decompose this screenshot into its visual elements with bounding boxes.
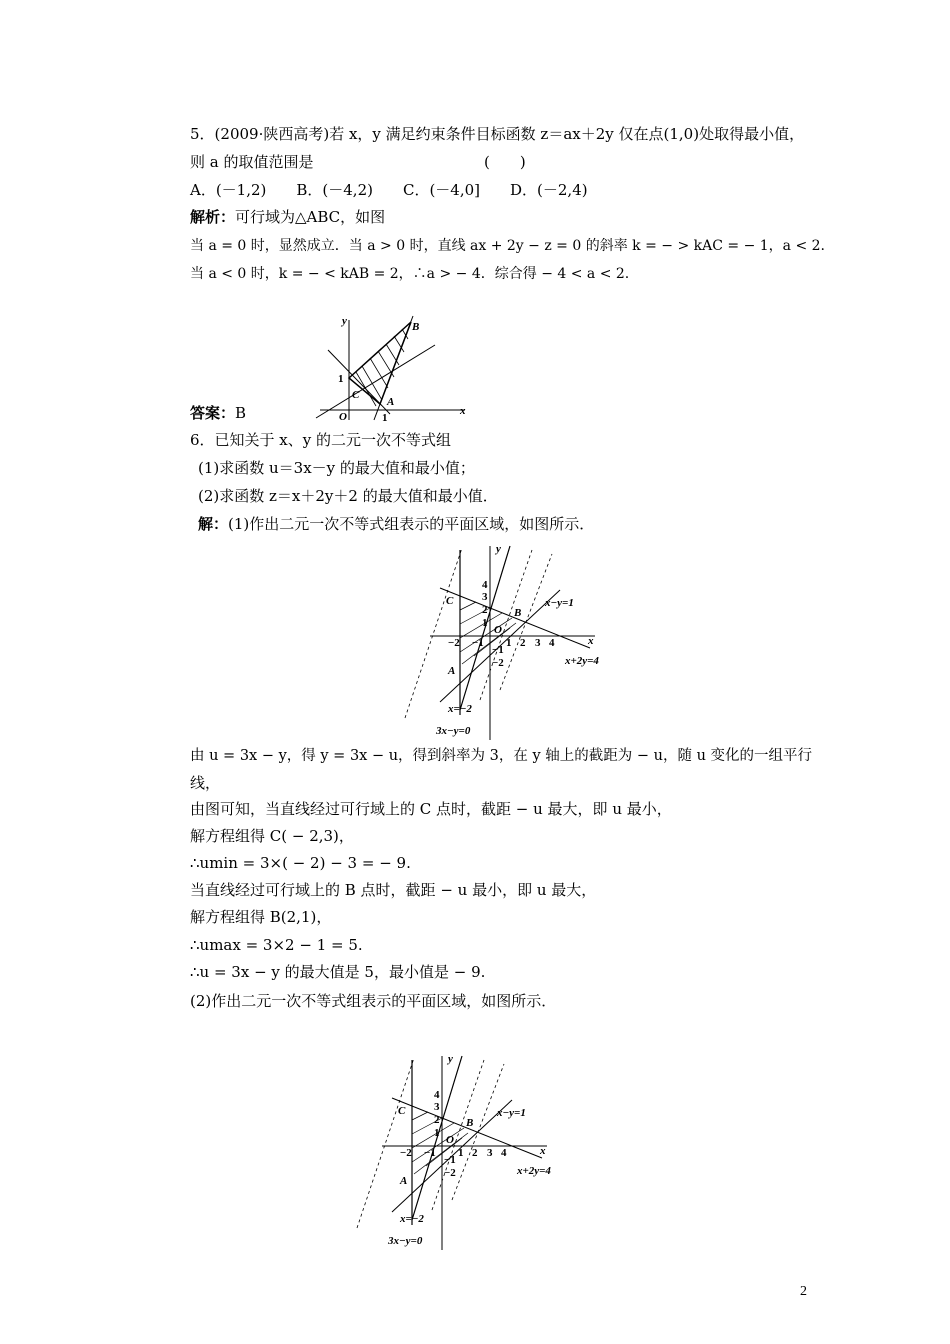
solution1-line10: (2)作出二元一次不等式组表示的平面区域，如图所示． [190, 992, 557, 1010]
fig1-o-label: O [339, 411, 347, 423]
dashed3-line-1 [357, 1058, 414, 1228]
problem5-answer [190, 403, 246, 423]
fig3-eq-x-neg2: x=−2 [400, 1213, 424, 1225]
problem6-line1: 6．已知关于 x、y 的二元一次不等式组 [190, 431, 452, 449]
fig3-xtick-4: 4 [501, 1147, 507, 1159]
fig3-c-label: C [398, 1105, 406, 1117]
figure-3 [352, 1050, 562, 1255]
fig2-eq-x-minus-y: x−y=1 [545, 597, 574, 609]
fig3-xtick-neg1: −1 [424, 1147, 436, 1159]
solution1-line3: 由图可知，当直线经过可行域上的 C 点时，截距 − u 最大，即 u 最小， [190, 800, 672, 818]
problem5-paren: ( ) [484, 153, 526, 171]
fig2-xtick-2: 2 [520, 637, 526, 649]
solution1-line7: 解方程组得 B(2,1)， [190, 908, 332, 926]
fig2-eq-x-plus-2y: x+2y=4 [565, 655, 599, 667]
fig1-x-label: x [460, 405, 466, 417]
solution-label: 解： [198, 515, 229, 533]
fig2-c-label: C [446, 595, 454, 607]
fig2-o-label: O [494, 624, 502, 636]
figure-1 [310, 310, 475, 425]
page-number: 2 [800, 1284, 807, 1299]
solution1-line1: 由 u = 3x − y，得 y = 3x − u，得到斜率为 3，在 y 轴上的截距为 − u，随 u 变化的一组平行 [190, 748, 813, 764]
problem5-line2: 则 a 的取值范围是 [190, 153, 314, 171]
fig2-b-label: B [514, 607, 522, 619]
fig3-xtick-2: 2 [472, 1147, 478, 1159]
fig3-xtick-1: 1 [458, 1147, 464, 1159]
fig2-xtick-3: 3 [535, 637, 541, 649]
solution-intro: (1)作出二元一次不等式组表示的平面区域，如图所示． [228, 515, 595, 533]
solution1-line6: 当直线经过可行域上的 B 点时，截距 − u 最小，即 u 最大， [190, 881, 597, 899]
fig3-ytick-neg2: −2 [444, 1167, 456, 1179]
fig3-xtick-neg2: −2 [400, 1147, 412, 1159]
solution1-line5: ∴umin = 3×( − 2) − 3 = − 9. [190, 854, 411, 872]
fig3-eq-x-minus-y: x−y=1 [497, 1107, 526, 1119]
fig1-b-label: B [412, 321, 420, 333]
solution1-line4: 解方程组得 C( − 2,3)， [190, 827, 354, 845]
problem5-line1: 5．(2009·陕西高考)若 x，y 满足约束条件目标函数 z＝ax＋2y 仅在点(1,0)处取得最小值， [190, 125, 805, 143]
problem5-line4: 当 a = 0 时，显然成立．当 a > 0 时，直线 ax + 2y − z = 0 的斜率 k = − > kAC = − 1，a < 2. [190, 238, 825, 254]
fig1-a-label: A [387, 396, 395, 408]
fig1-y-one: 1 [338, 373, 344, 385]
fig2-ytick-2: 2 [482, 604, 488, 616]
fig2-xtick-neg2: −2 [448, 637, 460, 649]
fig3-y-label: y [448, 1053, 453, 1065]
fig2-ytick-1: 1 [482, 617, 488, 629]
fig2-x-label: x [588, 635, 594, 647]
fig1-x-one: 1 [382, 412, 388, 424]
fig3-ytick-1: 1 [434, 1127, 440, 1139]
fig3-xtick-3: 3 [487, 1147, 493, 1159]
problem5-line5: 当 a < 0 时，k = − < kAB = 2，∴a > − 4．综合得 − 4 < a < 2. [190, 266, 630, 282]
problem5-analysis [190, 207, 385, 227]
answer-value: B [235, 404, 247, 422]
problem6-line2: (1)求函数 u＝3x－y 的最大值和最小值； [198, 459, 475, 477]
problem5-options: A．(－1,2) B．(－4,2) C．(－4,0] D．(－2,4) [190, 181, 588, 199]
fig3-eq-3x-y: 3x−y=0 [388, 1235, 423, 1247]
problem6-solution [198, 514, 594, 534]
fig2-eq-3x-y: 3x−y=0 [436, 725, 471, 737]
fig2-ytick-4: 4 [482, 579, 488, 591]
fig2-y-label: y [496, 543, 501, 555]
fig2-ytick-3: 3 [482, 591, 488, 603]
analysis-label: 解析： [190, 208, 236, 226]
fig2-a-label: A [448, 665, 456, 677]
fig3-eq-x-plus-2y: x+2y=4 [517, 1165, 551, 1177]
dashed-line-1 [405, 548, 462, 718]
fig3-ytick-neg1: −1 [444, 1154, 456, 1166]
solution1-line9: ∴u = 3x − y 的最大值是 5，最小值是 − 9. [190, 963, 486, 981]
fig1-c-label: C [352, 389, 360, 401]
problem6-line3: (2)求函数 z＝x＋2y＋2 的最大值和最小值． [198, 487, 498, 505]
solution1-line8: ∴umax = 3×2 − 1 = 5. [190, 936, 363, 954]
fig3-a-label: A [400, 1175, 408, 1187]
fig1-y-label: y [342, 315, 347, 327]
fig2-eq-x-neg2: x=−2 [448, 703, 472, 715]
fig3-ytick-2: 2 [434, 1114, 440, 1126]
fig3-x-label: x [540, 1145, 546, 1157]
fig2-ytick-neg2: −2 [492, 657, 504, 669]
fig2-ytick-neg1: −1 [492, 644, 504, 656]
fig2-xtick-neg1: −1 [472, 637, 484, 649]
fig3-b-label: B [466, 1117, 474, 1129]
figure-2 [400, 540, 610, 745]
solution1-line2: 线， [190, 774, 221, 792]
fig3-ytick-3: 3 [434, 1101, 440, 1113]
fig3-o-label: O [446, 1134, 454, 1146]
fig3-ytick-4: 4 [434, 1089, 440, 1101]
fig2-xtick-1: 1 [506, 637, 512, 649]
answer-label: 答案： [190, 404, 236, 422]
analysis-text: 可行域为△ABC，如图 [235, 208, 386, 226]
fig2-xtick-4: 4 [549, 637, 555, 649]
